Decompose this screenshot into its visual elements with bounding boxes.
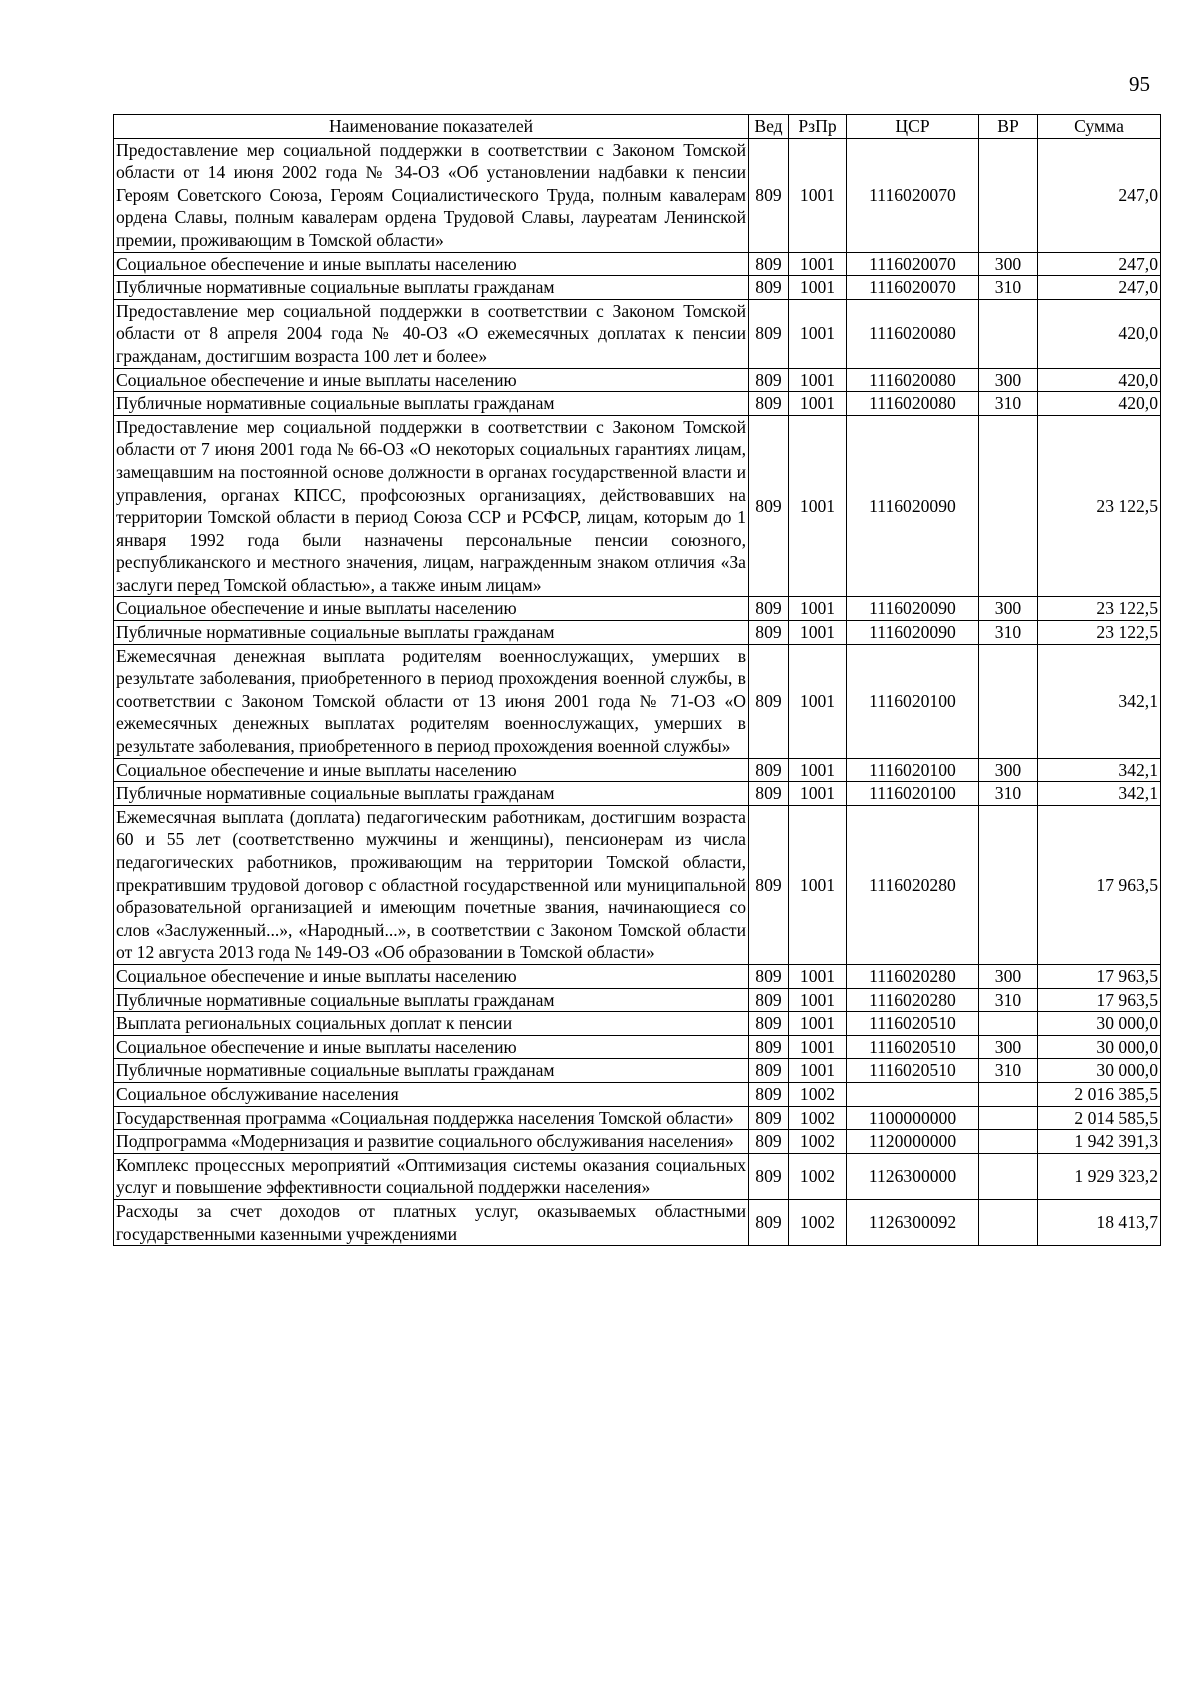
cell-ved: 809 xyxy=(749,621,789,645)
cell-name: Социальное обеспечение и иные выплаты населению xyxy=(114,758,749,782)
cell-sum: 23 122,5 xyxy=(1038,597,1161,621)
cell-sum: 342,1 xyxy=(1038,782,1161,806)
cell-ved: 809 xyxy=(749,805,789,964)
table-row xyxy=(114,1199,1161,1245)
table-row xyxy=(114,805,1161,964)
cell-vr xyxy=(979,1199,1038,1245)
cell-sum: 2 016 385,5 xyxy=(1038,1082,1161,1106)
cell-vr: 300 xyxy=(979,758,1038,782)
cell-rzpr: 1001 xyxy=(789,299,847,368)
table-row xyxy=(114,988,1161,1012)
table-row xyxy=(114,252,1161,276)
cell-csr: 1126300000 xyxy=(847,1153,979,1199)
cell-sum: 30 000,0 xyxy=(1038,1059,1161,1083)
cell-csr: 1116020080 xyxy=(847,392,979,416)
cell-sum: 247,0 xyxy=(1038,276,1161,300)
cell-vr xyxy=(979,1130,1038,1154)
cell-rzpr: 1001 xyxy=(789,621,847,645)
table-row xyxy=(114,644,1161,758)
table-row xyxy=(114,782,1161,806)
cell-ved: 809 xyxy=(749,758,789,782)
cell-sum: 17 963,5 xyxy=(1038,964,1161,988)
cell-vr: 300 xyxy=(979,964,1038,988)
cell-csr xyxy=(847,1082,979,1106)
cell-rzpr: 1002 xyxy=(789,1130,847,1154)
cell-vr: 310 xyxy=(979,988,1038,1012)
table-row xyxy=(114,368,1161,392)
header-ved: Вед xyxy=(749,115,789,139)
cell-vr xyxy=(979,644,1038,758)
cell-vr: 310 xyxy=(979,1059,1038,1083)
cell-name: Ежемесячная денежная выплата родителям военнослужащих, умерших в результате заболевания, приобретенного в период прохождения военной службы, в соответствии с Законом Томской области от 13 июня 2001 года № 71-ОЗ «О ежемесячных денежных выплатах родителям военнослужащих, умерших в результате заболевания, приобретенного в период прохождения военной службы» xyxy=(114,644,749,758)
cell-vr: 300 xyxy=(979,368,1038,392)
cell-rzpr: 1001 xyxy=(789,1035,847,1059)
cell-name: Социальное обеспечение и иные выплаты населению xyxy=(114,368,749,392)
cell-rzpr: 1001 xyxy=(789,964,847,988)
header-name: Наименование показателей xyxy=(114,115,749,139)
cell-name: Публичные нормативные социальные выплаты гражданам xyxy=(114,276,749,300)
cell-csr: 1116020070 xyxy=(847,252,979,276)
cell-rzpr: 1001 xyxy=(789,1012,847,1036)
cell-csr: 1116020100 xyxy=(847,782,979,806)
cell-rzpr: 1001 xyxy=(789,805,847,964)
table-row xyxy=(114,1082,1161,1106)
cell-name: Ежемесячная выплата (доплата) педагогическим работникам, достигшим возраста 60 и 55 лет (соответственно мужчины и женщины), пенсионерам из числа педагогических работников, проживающим на территории Томской области, прекратившим трудовой договор с областной государственной или муниципальной образовательной организацией и имеющим почетные звания, начинающиеся со слов «Заслуженный...», «Народный...», в соответствии с Законом Томской области от 12 августа 2013 года № 149-ОЗ «Об образовании в Томской области» xyxy=(114,805,749,964)
cell-rzpr: 1001 xyxy=(789,597,847,621)
cell-sum: 342,1 xyxy=(1038,758,1161,782)
cell-ved: 809 xyxy=(749,964,789,988)
cell-sum: 18 413,7 xyxy=(1038,1199,1161,1245)
cell-vr xyxy=(979,1106,1038,1130)
cell-vr xyxy=(979,415,1038,597)
table-row xyxy=(114,1130,1161,1154)
cell-name: Подпрограмма «Модернизация и развитие социального обслуживания населения» xyxy=(114,1130,749,1154)
cell-ved: 809 xyxy=(749,1012,789,1036)
cell-vr: 310 xyxy=(979,392,1038,416)
cell-vr xyxy=(979,1082,1038,1106)
cell-rzpr: 1001 xyxy=(789,415,847,597)
cell-rzpr: 1001 xyxy=(789,392,847,416)
cell-sum: 420,0 xyxy=(1038,392,1161,416)
cell-ved: 809 xyxy=(749,368,789,392)
cell-sum: 1 929 323,2 xyxy=(1038,1153,1161,1199)
cell-vr: 310 xyxy=(979,621,1038,645)
table-row xyxy=(114,758,1161,782)
cell-sum: 30 000,0 xyxy=(1038,1035,1161,1059)
table-body xyxy=(114,138,1161,1246)
cell-name: Социальное обеспечение и иные выплаты населению xyxy=(114,252,749,276)
budget-table xyxy=(113,114,1161,1246)
cell-name: Публичные нормативные социальные выплаты гражданам xyxy=(114,621,749,645)
cell-csr: 1116020080 xyxy=(847,368,979,392)
cell-name: Предоставление мер социальной поддержки в соответствии с Законом Томской области от 8 апреля 2004 года № 40-ОЗ «О ежемесячных доплатах к пенсии гражданам, достигшим возраста 100 лет и более» xyxy=(114,299,749,368)
cell-rzpr: 1001 xyxy=(789,758,847,782)
cell-csr: 1116020100 xyxy=(847,758,979,782)
cell-csr: 1116020090 xyxy=(847,597,979,621)
cell-ved: 809 xyxy=(749,597,789,621)
cell-sum: 420,0 xyxy=(1038,299,1161,368)
table-row xyxy=(114,276,1161,300)
cell-csr: 1120000000 xyxy=(847,1130,979,1154)
cell-ved: 809 xyxy=(749,252,789,276)
cell-sum: 2 014 585,5 xyxy=(1038,1106,1161,1130)
page-number: 95 xyxy=(1129,72,1150,96)
cell-rzpr: 1001 xyxy=(789,368,847,392)
table-row xyxy=(114,1106,1161,1130)
cell-ved: 809 xyxy=(749,276,789,300)
cell-name: Публичные нормативные социальные выплаты гражданам xyxy=(114,988,749,1012)
cell-csr: 1116020280 xyxy=(847,988,979,1012)
cell-sum: 1 942 391,3 xyxy=(1038,1130,1161,1154)
cell-ved: 809 xyxy=(749,1035,789,1059)
cell-sum: 23 122,5 xyxy=(1038,415,1161,597)
cell-name: Комплекс процессных мероприятий «Оптимизация системы оказания социальных услуг и повышение эффективности социальной поддержки населения» xyxy=(114,1153,749,1199)
cell-csr: 1116020090 xyxy=(847,415,979,597)
cell-sum: 17 963,5 xyxy=(1038,805,1161,964)
table-row xyxy=(114,1059,1161,1083)
cell-name: Предоставление мер социальной поддержки в соответствии с Законом Томской области от 14 июня 2002 года № 34-ОЗ «Об установлении надбавки к пенсии Героям Советского Союза, Героям Социалистического Труда, полным кавалерам ордена Славы, полным кавалерам ордена Трудовой Славы, лауреатам Ленинской премии, проживающим в Томской области» xyxy=(114,138,749,252)
cell-ved: 809 xyxy=(749,1059,789,1083)
cell-sum: 247,0 xyxy=(1038,252,1161,276)
cell-rzpr: 1001 xyxy=(789,1059,847,1083)
table-row xyxy=(114,1035,1161,1059)
cell-csr: 1116020090 xyxy=(847,621,979,645)
cell-name: Предоставление мер социальной поддержки в соответствии с Законом Томской области от 7 июня 2001 года № 66-ОЗ «О некоторых социальных гарантиях лицам, замещавшим на постоянной основе должности в органах государственной власти и управления, органах КПСС, профсоюзных организациях, действовавших на территории Томской области в период Союза ССР и РСФСР, лицам, которым до 1 января 1992 года были назначены персональные пенсии союзного, республиканского и местного значения, лицам, награжденным знаком отличия «За заслуги перед Томской областью», а также иным лицам» xyxy=(114,415,749,597)
cell-csr: 1116020070 xyxy=(847,138,979,252)
cell-csr: 1100000000 xyxy=(847,1106,979,1130)
cell-rzpr: 1002 xyxy=(789,1082,847,1106)
cell-ved: 809 xyxy=(749,644,789,758)
cell-csr: 1116020280 xyxy=(847,964,979,988)
cell-name: Публичные нормативные социальные выплаты гражданам xyxy=(114,392,749,416)
cell-ved: 809 xyxy=(749,138,789,252)
table-row xyxy=(114,415,1161,597)
cell-ved: 809 xyxy=(749,1106,789,1130)
cell-name: Расходы за счет доходов от платных услуг, оказываемых областными государственными казенными учреждениями xyxy=(114,1199,749,1245)
cell-rzpr: 1002 xyxy=(789,1153,847,1199)
cell-ved: 809 xyxy=(749,1153,789,1199)
cell-vr: 300 xyxy=(979,252,1038,276)
cell-rzpr: 1001 xyxy=(789,782,847,806)
cell-rzpr: 1001 xyxy=(789,644,847,758)
cell-csr: 1116020070 xyxy=(847,276,979,300)
table-row xyxy=(114,299,1161,368)
cell-csr: 1116020510 xyxy=(847,1035,979,1059)
cell-name: Публичные нормативные социальные выплаты гражданам xyxy=(114,782,749,806)
cell-sum: 420,0 xyxy=(1038,368,1161,392)
header-rzpr: РзПр xyxy=(789,115,847,139)
cell-vr xyxy=(979,805,1038,964)
cell-ved: 809 xyxy=(749,988,789,1012)
cell-rzpr: 1002 xyxy=(789,1106,847,1130)
table-row xyxy=(114,1012,1161,1036)
cell-rzpr: 1001 xyxy=(789,252,847,276)
cell-csr: 1116020280 xyxy=(847,805,979,964)
table-row xyxy=(114,621,1161,645)
table-row xyxy=(114,597,1161,621)
cell-vr: 310 xyxy=(979,276,1038,300)
cell-rzpr: 1001 xyxy=(789,138,847,252)
cell-ved: 809 xyxy=(749,392,789,416)
cell-name: Социальное обеспечение и иные выплаты населению xyxy=(114,1035,749,1059)
cell-csr: 1126300092 xyxy=(847,1199,979,1245)
cell-ved: 809 xyxy=(749,1082,789,1106)
cell-vr xyxy=(979,299,1038,368)
cell-csr: 1116020080 xyxy=(847,299,979,368)
cell-name: Социальное обеспечение и иные выплаты населению xyxy=(114,597,749,621)
cell-sum: 30 000,0 xyxy=(1038,1012,1161,1036)
header-vr: ВР xyxy=(979,115,1038,139)
cell-vr: 300 xyxy=(979,597,1038,621)
cell-rzpr: 1002 xyxy=(789,1199,847,1245)
cell-sum: 342,1 xyxy=(1038,644,1161,758)
cell-name: Социальное обеспечение и иные выплаты населению xyxy=(114,964,749,988)
table-row xyxy=(114,138,1161,252)
cell-sum: 17 963,5 xyxy=(1038,988,1161,1012)
cell-rzpr: 1001 xyxy=(789,988,847,1012)
cell-name: Публичные нормативные социальные выплаты гражданам xyxy=(114,1059,749,1083)
cell-ved: 809 xyxy=(749,1199,789,1245)
cell-name: Государственная программа «Социальная поддержка населения Томской области» xyxy=(114,1106,749,1130)
cell-ved: 809 xyxy=(749,415,789,597)
cell-ved: 809 xyxy=(749,782,789,806)
cell-csr: 1116020510 xyxy=(847,1012,979,1036)
header-sum: Сумма xyxy=(1038,115,1161,139)
cell-vr: 300 xyxy=(979,1035,1038,1059)
table-header-row xyxy=(114,115,1161,139)
cell-name: Выплата региональных социальных доплат к пенсии xyxy=(114,1012,749,1036)
table-row xyxy=(114,392,1161,416)
cell-ved: 809 xyxy=(749,299,789,368)
cell-csr: 1116020510 xyxy=(847,1059,979,1083)
cell-sum: 23 122,5 xyxy=(1038,621,1161,645)
cell-sum: 247,0 xyxy=(1038,138,1161,252)
cell-csr: 1116020100 xyxy=(847,644,979,758)
cell-rzpr: 1001 xyxy=(789,276,847,300)
cell-vr: 310 xyxy=(979,782,1038,806)
table-row xyxy=(114,964,1161,988)
cell-name: Социальное обслуживание населения xyxy=(114,1082,749,1106)
cell-vr xyxy=(979,1012,1038,1036)
table-row xyxy=(114,1153,1161,1199)
cell-vr xyxy=(979,1153,1038,1199)
header-csr: ЦСР xyxy=(847,115,979,139)
cell-vr xyxy=(979,138,1038,252)
cell-ved: 809 xyxy=(749,1130,789,1154)
